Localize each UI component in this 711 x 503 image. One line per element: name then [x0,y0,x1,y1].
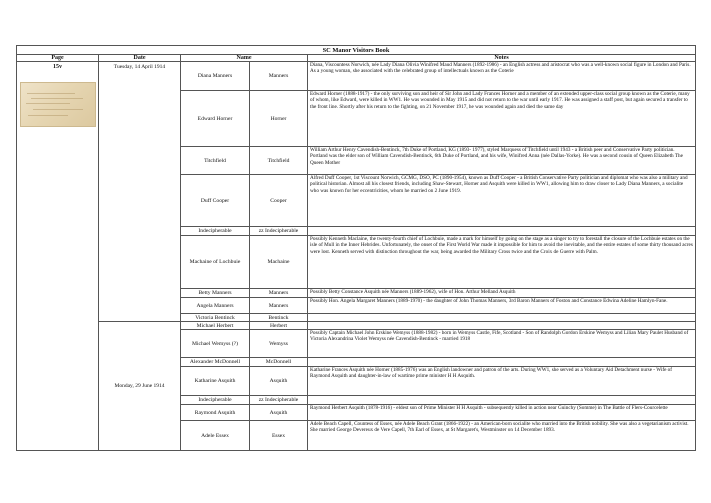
visitor-notes: Alfred Duff Cooper, 1st Viscount Norwich, GCMG, DSO, PC (1890-1954), known as Duff Cooper - a British Conservative Party politician and diplomat who was also a military and political historian. Almost all his closest friends, including Shaw-Stewart, Horner and Asquith were killed in WW1, allowing him to draw closer to Lady Diana Manners, a socialite who was known for her eccentricities, whom he married on 2 June 1919. [308,175,696,227]
visitor-notes [308,396,696,405]
visitors-book-table [16,45,696,451]
visitor-name: Duff Cooper [181,175,250,227]
visitor-name: Adele Essex [181,421,250,451]
visitor-notes [308,358,696,367]
visitor-surname: Essex [250,421,308,451]
visitor-name: Edward Horner [181,91,250,147]
visitor-notes: Edward Horner (1888-1917) - the only surviving son and heir of Sir John and Lady Frances Horner and a member of an extended upper-class social group known as the Coterie, many of whom, like Edward, were killed in WW1. He was wounded in May 1915 and did not return to the war until early 1917. He was assigned a staff post, but again secured a transfer to the front line. Shortly after his return to the fighting, on 21 November 1917, he was wounded again and died the same day [308,91,696,147]
visitor-name: Michael Wemyss (?) [181,330,250,358]
visitor-name: Machaine of Lochbuie [181,236,250,289]
visitor-notes [308,314,696,322]
visitor-surname: Manners [250,289,308,298]
visitor-name: Diana Manners [181,62,250,91]
visitor-notes: Possibly Captain Michael John Erskine Wemyss (1888-1982) - born in Wemyss Castle, Fife, Scotland - Son of Randolph Gordon Erskine Wemyss and Lilian Mary Paulet Husband of Victoria Alexandrina Violet Wemyss née Cavendish-Bentinck - married 1918 [308,330,696,358]
visitor-notes: Possibly Kenneth Maclaine, the twenty-fourth chief of Lochbuie, made a mark for himself by going on the stage as a singer to try to forestall the closure of the Lochbuie estates on the isle of Mull in the Inner Hebrides. Unfortunately, the onset of the First World War made it impossible for him to avoid the inevitable, and the entire estates of some thirty thousand acres were lost. Kenneth served with distinction throughout the war, being awarded the Military Cross twice and the Croix de Guerre with Palm. [308,236,696,289]
visitor-surname: zz Indecipherable [250,396,308,405]
visitor-surname: Machaine [250,236,308,289]
visitor-notes: Raymond Herbert Asquith (1878-1916) - eldest son of Prime Minister H H Asquith - subsequently killed in action near Guinchy (Somme) in The Battle of Flers-Courcelette [308,405,696,421]
visitor-notes: Adele Beach Capell, Countess of Essex, née Adele Beach Grant (1866-1922) - an American-born socialite who married into the British nobility. She was also a vegetarianism activist. She married George Devereux de Vere Capell, 7th Earl of Essex, at St Margaret's, Westminster on 14 December 1893. [308,421,696,451]
visitor-name: Angela Manners [181,298,250,314]
visitor-name: Indecipherable [181,396,250,405]
visitor-surname: Titchfield [250,147,308,175]
date-cell-second: Monday, 29 June 1914 [99,322,181,451]
visitor-notes: Katharine Frances Asquith née Horner (1885-1976) was an English landowner and patron of the arts. During WW1, she served as a Voluntary Aid Detachment nurse - Wife of Raymond Asquith and daughter-in-law of wartime prime minister H H Asquith. [308,367,696,396]
sheet-title: SC Manor Visitors Book [17,46,696,55]
visitor-surname: Horner [250,91,308,147]
visitor-notes [308,227,696,236]
visitor-surname: McDonnell [250,358,308,367]
visitor-notes: Possibly Hon. Angela Margaret Manners (1889-1970) - the daughter of John Thomas Manners, 3rd Baron Manners of Foston and Constance Edwina Adeline Hamlyn-Fane. [308,298,696,314]
visitors-book-page-thumbnail [20,82,96,127]
visitor-surname: Manners [250,62,308,91]
header-page: Page [17,55,99,62]
page-number: 15v [53,64,62,70]
visitor-name: Betty Manners [181,289,250,298]
visitor-surname: Asquith [250,367,308,396]
date-cell-first: Tuesday, 14 April 1914 [99,62,181,322]
visitor-surname: Wemyss [250,330,308,358]
visitor-name: Michael Herbert [181,322,250,330]
visitor-name: Katharine Asquith [181,367,250,396]
visitor-name: Victoria Bentinck [181,314,250,322]
page-cell [17,62,99,451]
visitor-name: Titchfield [181,147,250,175]
header-date: Date [99,55,181,62]
header-name: Name [181,55,308,62]
visitor-surname: Cooper [250,175,308,227]
visitor-name: Indecipherable [181,227,250,236]
visitor-notes: Possibly Betty Constance Asquith née Manners (1889-1962), wife of Hon. Arthur Melland Asquith [308,289,696,298]
visitor-name: Raymond Asquith [181,405,250,421]
header-notes: Notes [308,55,696,62]
visitor-surname: Asquith [250,405,308,421]
visitor-surname: Manners [250,298,308,314]
visitor-surname: Bentinck [250,314,308,322]
visitor-name: Alexander McDonnell [181,358,250,367]
visitor-notes: William Arthur Henry Cavendish-Bentinck, 7th Duke of Portland, KG (1893- 1977), styled Marquess of Titchfield until 1943 - a British peer and Conservative Party politician. Portland was the elder son of William Cavendish-Bentinck, 6th Duke of Portland, and his wife, Winifred Anna (née Dallas-Yorke). He was a second cousin of Queen Elizabeth The Queen Mother [308,147,696,175]
visitor-notes [308,322,696,330]
visitor-surname: Herbert [250,322,308,330]
visitor-notes: Diana, Viscountess Norwich, née Lady Diana Olivia Winifred Maud Manners (1892-1986) - an English actress and aristocrat who was a well-known social figure in London and Paris. As a young woman, she associated with the celebrated group of intellectuals known as the Coterie [308,62,696,91]
visitor-surname: zz Indecipherable [250,227,308,236]
